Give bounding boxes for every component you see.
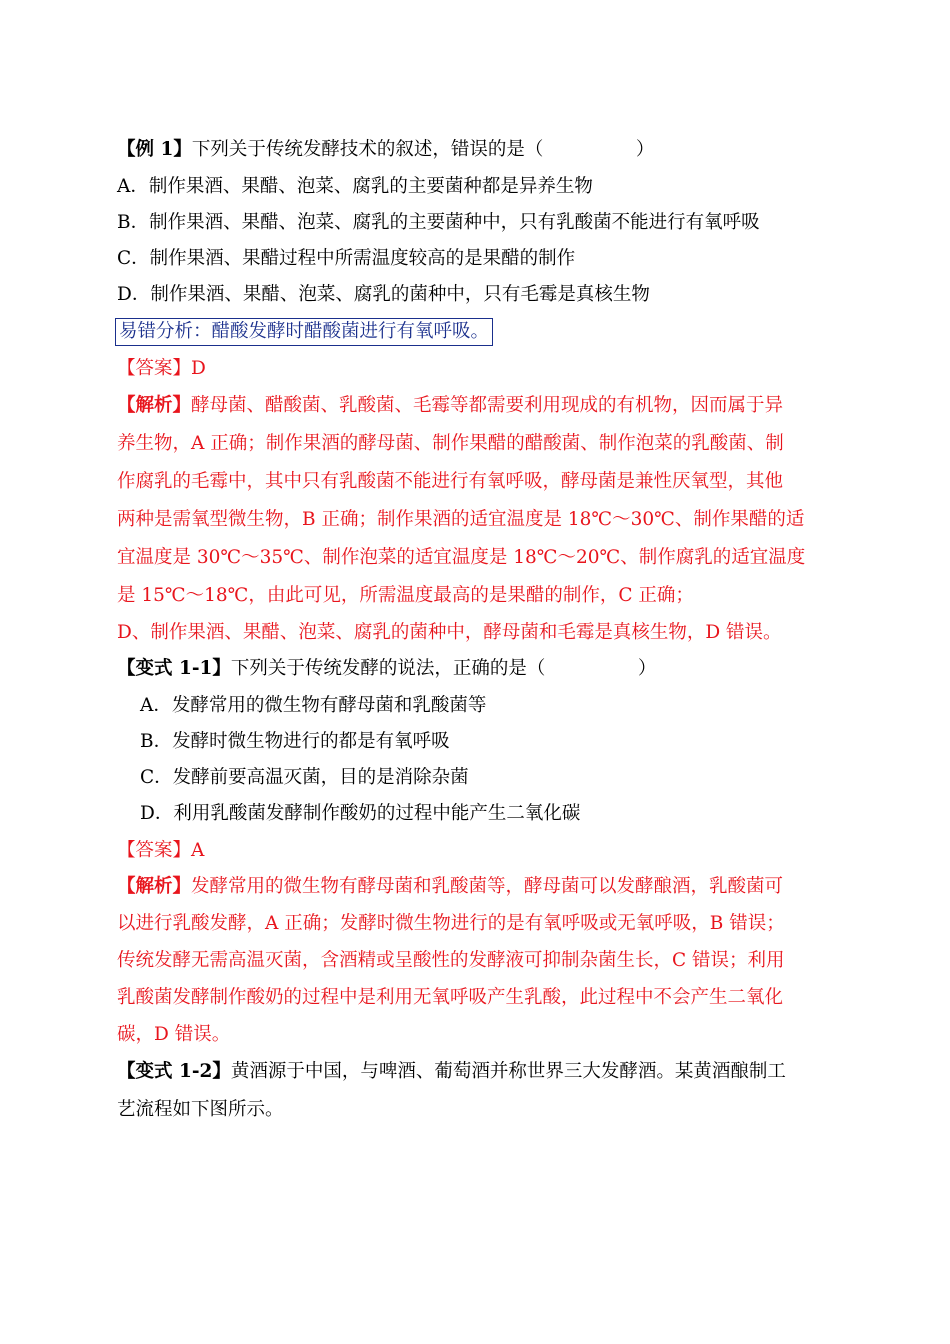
- example1-explanation-line-2: 养生物，A 正确；制作果酒的酵母菌、制作果醋的醋酸菌、制作泡菜的乳酸菌、制: [117, 433, 784, 454]
- variant11-option-d: D．利用乳酸菌发酵制作酸奶的过程中能产生二氧化碳: [140, 803, 581, 824]
- variant11-question: [117, 655, 656, 683]
- example1-option-a: A．制作果酒、果醋、泡菜、腐乳的主要菌种都是异养生物: [117, 176, 593, 197]
- variant12-line-1: [117, 1058, 786, 1086]
- variant11-explanation-text-1: 发酵常用的微生物有酵母菌和乳酸菌等，酵母菌可以发酵酿酒，乳酸菌可: [191, 876, 784, 897]
- example1-answer: 【答案】D: [117, 358, 206, 379]
- example1-question-text: 下列关于传统发酵技术的叙述，错误的是（ ）: [191, 139, 655, 160]
- variant12-text-1: 黄酒源于中国，与啤酒、葡萄酒并称世界三大发酵酒。某黄酒酿制工: [230, 1061, 786, 1082]
- error-analysis-box: 易错分析：醋酸发酵时醋酸菌进行有氧呼吸。: [115, 318, 493, 346]
- variant11-explanation-line-5: 碳，D 错误。: [117, 1024, 231, 1045]
- example1-option-d: D．制作果酒、果醋、泡菜、腐乳的菌种中，只有毛霉是真核生物: [117, 284, 650, 305]
- example1-option-b: B．制作果酒、果醋、泡菜、腐乳的主要菌种中，只有乳酸菌不能进行有氧呼吸: [117, 212, 760, 233]
- variant11-option-a: A．发酵常用的微生物有酵母菌和乳酸菌等: [140, 695, 487, 716]
- example1-question: [117, 136, 654, 164]
- example1-explanation-text-1: 酵母菌、醋酸菌、乳酸菌、毛霉等都需要利用现成的有机物，因而属于异: [191, 395, 784, 416]
- example1-explanation-line-3: 作腐乳的毛霉中，其中只有乳酸菌不能进行有氧呼吸，酵母菌是兼性厌氧型，其他: [117, 471, 784, 492]
- variant11-explanation-line-4: 乳酸菌发酵制作酸奶的过程中是利用无氧呼吸产生乳酸，此过程中不会产生二氧化: [117, 987, 784, 1008]
- example1-explanation-line-1: [117, 392, 783, 420]
- variant11-tag: 【变式 1-1】: [117, 658, 231, 679]
- example1-tag: 【例 1】: [117, 139, 192, 160]
- example1-option-c: C．制作果酒、果醋过程中所需温度较高的是果醋的制作: [117, 248, 576, 269]
- variant11-explanation-line-2: 以进行乳酸发酵，A 正确；发酵时微生物进行的是有氧呼吸或无氧呼吸，B 错误；: [117, 913, 785, 934]
- variant11-explanation-tag: 【解析】: [117, 876, 192, 897]
- example1-explanation-line-7: D、制作果酒、果醋、泡菜、腐乳的菌种中，酵母菌和毛霉是真核生物，D 错误。: [117, 622, 782, 643]
- example1-explanation-line-6: 是 15℃～18℃，由此可见，所需温度最高的是果醋的制作，C 正确；: [117, 585, 694, 606]
- variant11-answer: 【答案】A: [117, 840, 205, 861]
- variant12-tag: 【变式 1-2】: [117, 1061, 231, 1082]
- variant11-option-b: B．发酵时微生物进行的都是有氧呼吸: [140, 731, 450, 752]
- variant12-line-2: 艺流程如下图所示。: [117, 1099, 284, 1120]
- variant11-question-text: 下列关于传统发酵的说法，正确的是（ ）: [230, 658, 657, 679]
- example1-explanation-line-4: 两种是需氧型微生物，B 正确；制作果酒的适宜温度是 18℃～30℃、制作果醋的适: [117, 509, 805, 530]
- variant11-explanation-line-3: 传统发酵无需高温灭菌，含酒精或呈酸性的发酵液可抑制杂菌生长，C 错误；利用: [117, 950, 785, 971]
- example1-explanation-line-5: 宜温度是 30℃～35℃、制作泡菜的适宜温度是 18℃～20℃、制作腐乳的适宜温度: [117, 547, 806, 568]
- example1-explanation-tag: 【解析】: [117, 395, 192, 416]
- variant11-explanation-line-1: [117, 873, 783, 901]
- variant11-option-c: C．发酵前要高温灭菌，目的是消除杂菌: [140, 767, 469, 788]
